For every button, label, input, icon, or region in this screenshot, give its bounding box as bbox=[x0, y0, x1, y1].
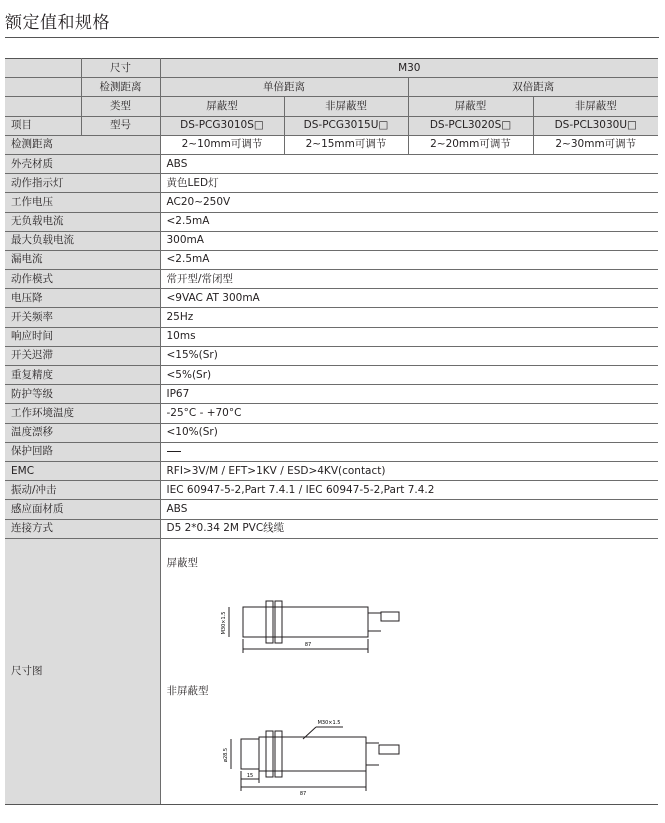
unshielded-drawing bbox=[211, 699, 451, 799]
spec-row bbox=[5, 481, 658, 500]
header-row-size bbox=[5, 59, 658, 78]
spec-label: 工作环境温度 bbox=[5, 404, 160, 423]
spec-value: ABS bbox=[160, 500, 658, 519]
detection-label: 检测距离 bbox=[5, 135, 160, 154]
header-row-range bbox=[5, 78, 658, 97]
item-label: 项目 bbox=[5, 116, 81, 135]
spec-row bbox=[5, 212, 658, 231]
header-blank bbox=[5, 59, 81, 78]
spec-value: 25Hz bbox=[160, 308, 658, 327]
spec-value: <15%(Sr) bbox=[160, 346, 658, 365]
shielded-length: 87 bbox=[304, 641, 311, 648]
type-cell: 屏蔽型 bbox=[408, 97, 533, 116]
size-value: M30 bbox=[160, 59, 658, 78]
dash-mark bbox=[167, 451, 181, 452]
title-divider bbox=[5, 37, 659, 38]
spec-value: 黄色LED灯 bbox=[160, 174, 658, 193]
detection-row bbox=[5, 135, 658, 154]
shielded-thread: M30×1.5 bbox=[220, 611, 227, 635]
spec-label: 连接方式 bbox=[5, 519, 160, 538]
spec-value: <9VAC AT 300mA bbox=[160, 289, 658, 308]
unshielded-title: 非屏蔽型 bbox=[166, 684, 209, 697]
spec-value: <2.5mA bbox=[160, 250, 658, 269]
spec-value: ABS bbox=[160, 154, 658, 173]
detection-value: 2~15mm可调节 bbox=[284, 135, 408, 154]
spec-row bbox=[5, 366, 658, 385]
page-title: 额定值和规格 bbox=[5, 13, 110, 33]
model-cell: DS-PCL3020S□ bbox=[408, 116, 533, 135]
shielded-title: 屏蔽型 bbox=[166, 556, 198, 569]
header-row-model bbox=[5, 116, 658, 135]
detection-value: 2~30mm可调节 bbox=[533, 135, 658, 154]
double-range: 双倍距离 bbox=[408, 78, 658, 97]
spec-value: <2.5mA bbox=[160, 212, 658, 231]
unshielded-cable bbox=[379, 745, 399, 754]
type-label: 类型 bbox=[81, 97, 160, 116]
spec-label: 振动/冲击 bbox=[5, 481, 160, 500]
dimension-label: 尺寸图 bbox=[5, 538, 160, 804]
unshielded-nut-right bbox=[275, 731, 282, 777]
spec-label: 重复精度 bbox=[5, 366, 160, 385]
unshielded-dia: ø28.5 bbox=[222, 747, 229, 762]
model-label: 型号 bbox=[81, 116, 160, 135]
spec-label: 感应面材质 bbox=[5, 500, 160, 519]
spec-label: 防护等级 bbox=[5, 385, 160, 404]
shielded-drawing bbox=[211, 583, 451, 663]
spec-row bbox=[5, 308, 658, 327]
spec-value-protection bbox=[160, 442, 658, 461]
unshielded-head: 15 bbox=[246, 772, 253, 779]
spec-value: <5%(Sr) bbox=[160, 366, 658, 385]
spec-table bbox=[5, 58, 658, 805]
type-cell: 非屏蔽型 bbox=[284, 97, 408, 116]
spec-row bbox=[5, 270, 658, 289]
spec-value: 300mA bbox=[160, 231, 658, 250]
spec-row bbox=[5, 289, 658, 308]
spec-label: 保护回路 bbox=[5, 442, 160, 461]
spec-row bbox=[5, 519, 658, 538]
spec-row bbox=[5, 154, 658, 173]
detection-value: 2~20mm可调节 bbox=[408, 135, 533, 154]
spec-row bbox=[5, 174, 658, 193]
unshielded-nut-left bbox=[266, 731, 273, 777]
spec-value: D5 2*0.34 2M PVC线缆 bbox=[160, 519, 658, 538]
spec-value: RFI>3V/M / EFT>1KV / ESD>4KV(contact) bbox=[160, 461, 658, 480]
type-cell: 屏蔽型 bbox=[160, 97, 284, 116]
single-range: 单倍距离 bbox=[160, 78, 408, 97]
size-label: 尺寸 bbox=[81, 59, 160, 78]
header-blank bbox=[5, 78, 81, 97]
unshielded-length: 87 bbox=[299, 790, 306, 797]
type-cell: 非屏蔽型 bbox=[533, 97, 658, 116]
spec-label: 动作模式 bbox=[5, 270, 160, 289]
spec-value: 常开型/常闭型 bbox=[160, 270, 658, 289]
header-blank bbox=[5, 97, 81, 116]
spec-row bbox=[5, 404, 658, 423]
spec-row bbox=[5, 231, 658, 250]
spec-label: 最大负载电流 bbox=[5, 231, 160, 250]
spec-label: 无负载电流 bbox=[5, 212, 160, 231]
spec-label: 电压降 bbox=[5, 289, 160, 308]
model-cell: DS-PCL3030U□ bbox=[533, 116, 658, 135]
spec-label: 开关频率 bbox=[5, 308, 160, 327]
header-row-type bbox=[5, 97, 658, 116]
spec-label: 外壳材质 bbox=[5, 154, 160, 173]
spec-label: EMC bbox=[5, 461, 160, 480]
spec-value: <10%(Sr) bbox=[160, 423, 658, 442]
detection-value: 2~10mm可调节 bbox=[160, 135, 284, 154]
spec-row bbox=[5, 250, 658, 269]
spec-label: 动作指示灯 bbox=[5, 174, 160, 193]
shielded-cable bbox=[381, 612, 399, 621]
spec-value: 10ms bbox=[160, 327, 658, 346]
unshielded-sensor-head bbox=[241, 739, 259, 769]
spec-row bbox=[5, 423, 658, 442]
spec-row bbox=[5, 500, 658, 519]
spec-row bbox=[5, 385, 658, 404]
spec-row bbox=[5, 327, 658, 346]
spec-row bbox=[5, 193, 658, 212]
model-cell: DS-PCG3010S□ bbox=[160, 116, 284, 135]
spec-label: 开关迟滞 bbox=[5, 346, 160, 365]
spec-value: -25°C - +70°C bbox=[160, 404, 658, 423]
spec-value: AC20~250V bbox=[160, 193, 658, 212]
dimension-drawings bbox=[160, 538, 658, 804]
dimension-row bbox=[5, 538, 658, 804]
spec-value: IEC 60947-5-2,Part 7.4.1 / IEC 60947-5-2,Part 7.4.2 bbox=[160, 481, 658, 500]
spec-label: 工作电压 bbox=[5, 193, 160, 212]
spec-label: 响应时间 bbox=[5, 327, 160, 346]
spec-label: 漏电流 bbox=[5, 250, 160, 269]
spec-row bbox=[5, 346, 658, 365]
unshielded-thread: M30×1.5 bbox=[317, 719, 340, 726]
shielded-body bbox=[243, 607, 368, 637]
spec-row bbox=[5, 461, 658, 480]
spec-row bbox=[5, 442, 658, 461]
spec-value: IP67 bbox=[160, 385, 658, 404]
model-cell: DS-PCG3015U□ bbox=[284, 116, 408, 135]
spec-label: 温度漂移 bbox=[5, 423, 160, 442]
range-label: 检测距离 bbox=[81, 78, 160, 97]
